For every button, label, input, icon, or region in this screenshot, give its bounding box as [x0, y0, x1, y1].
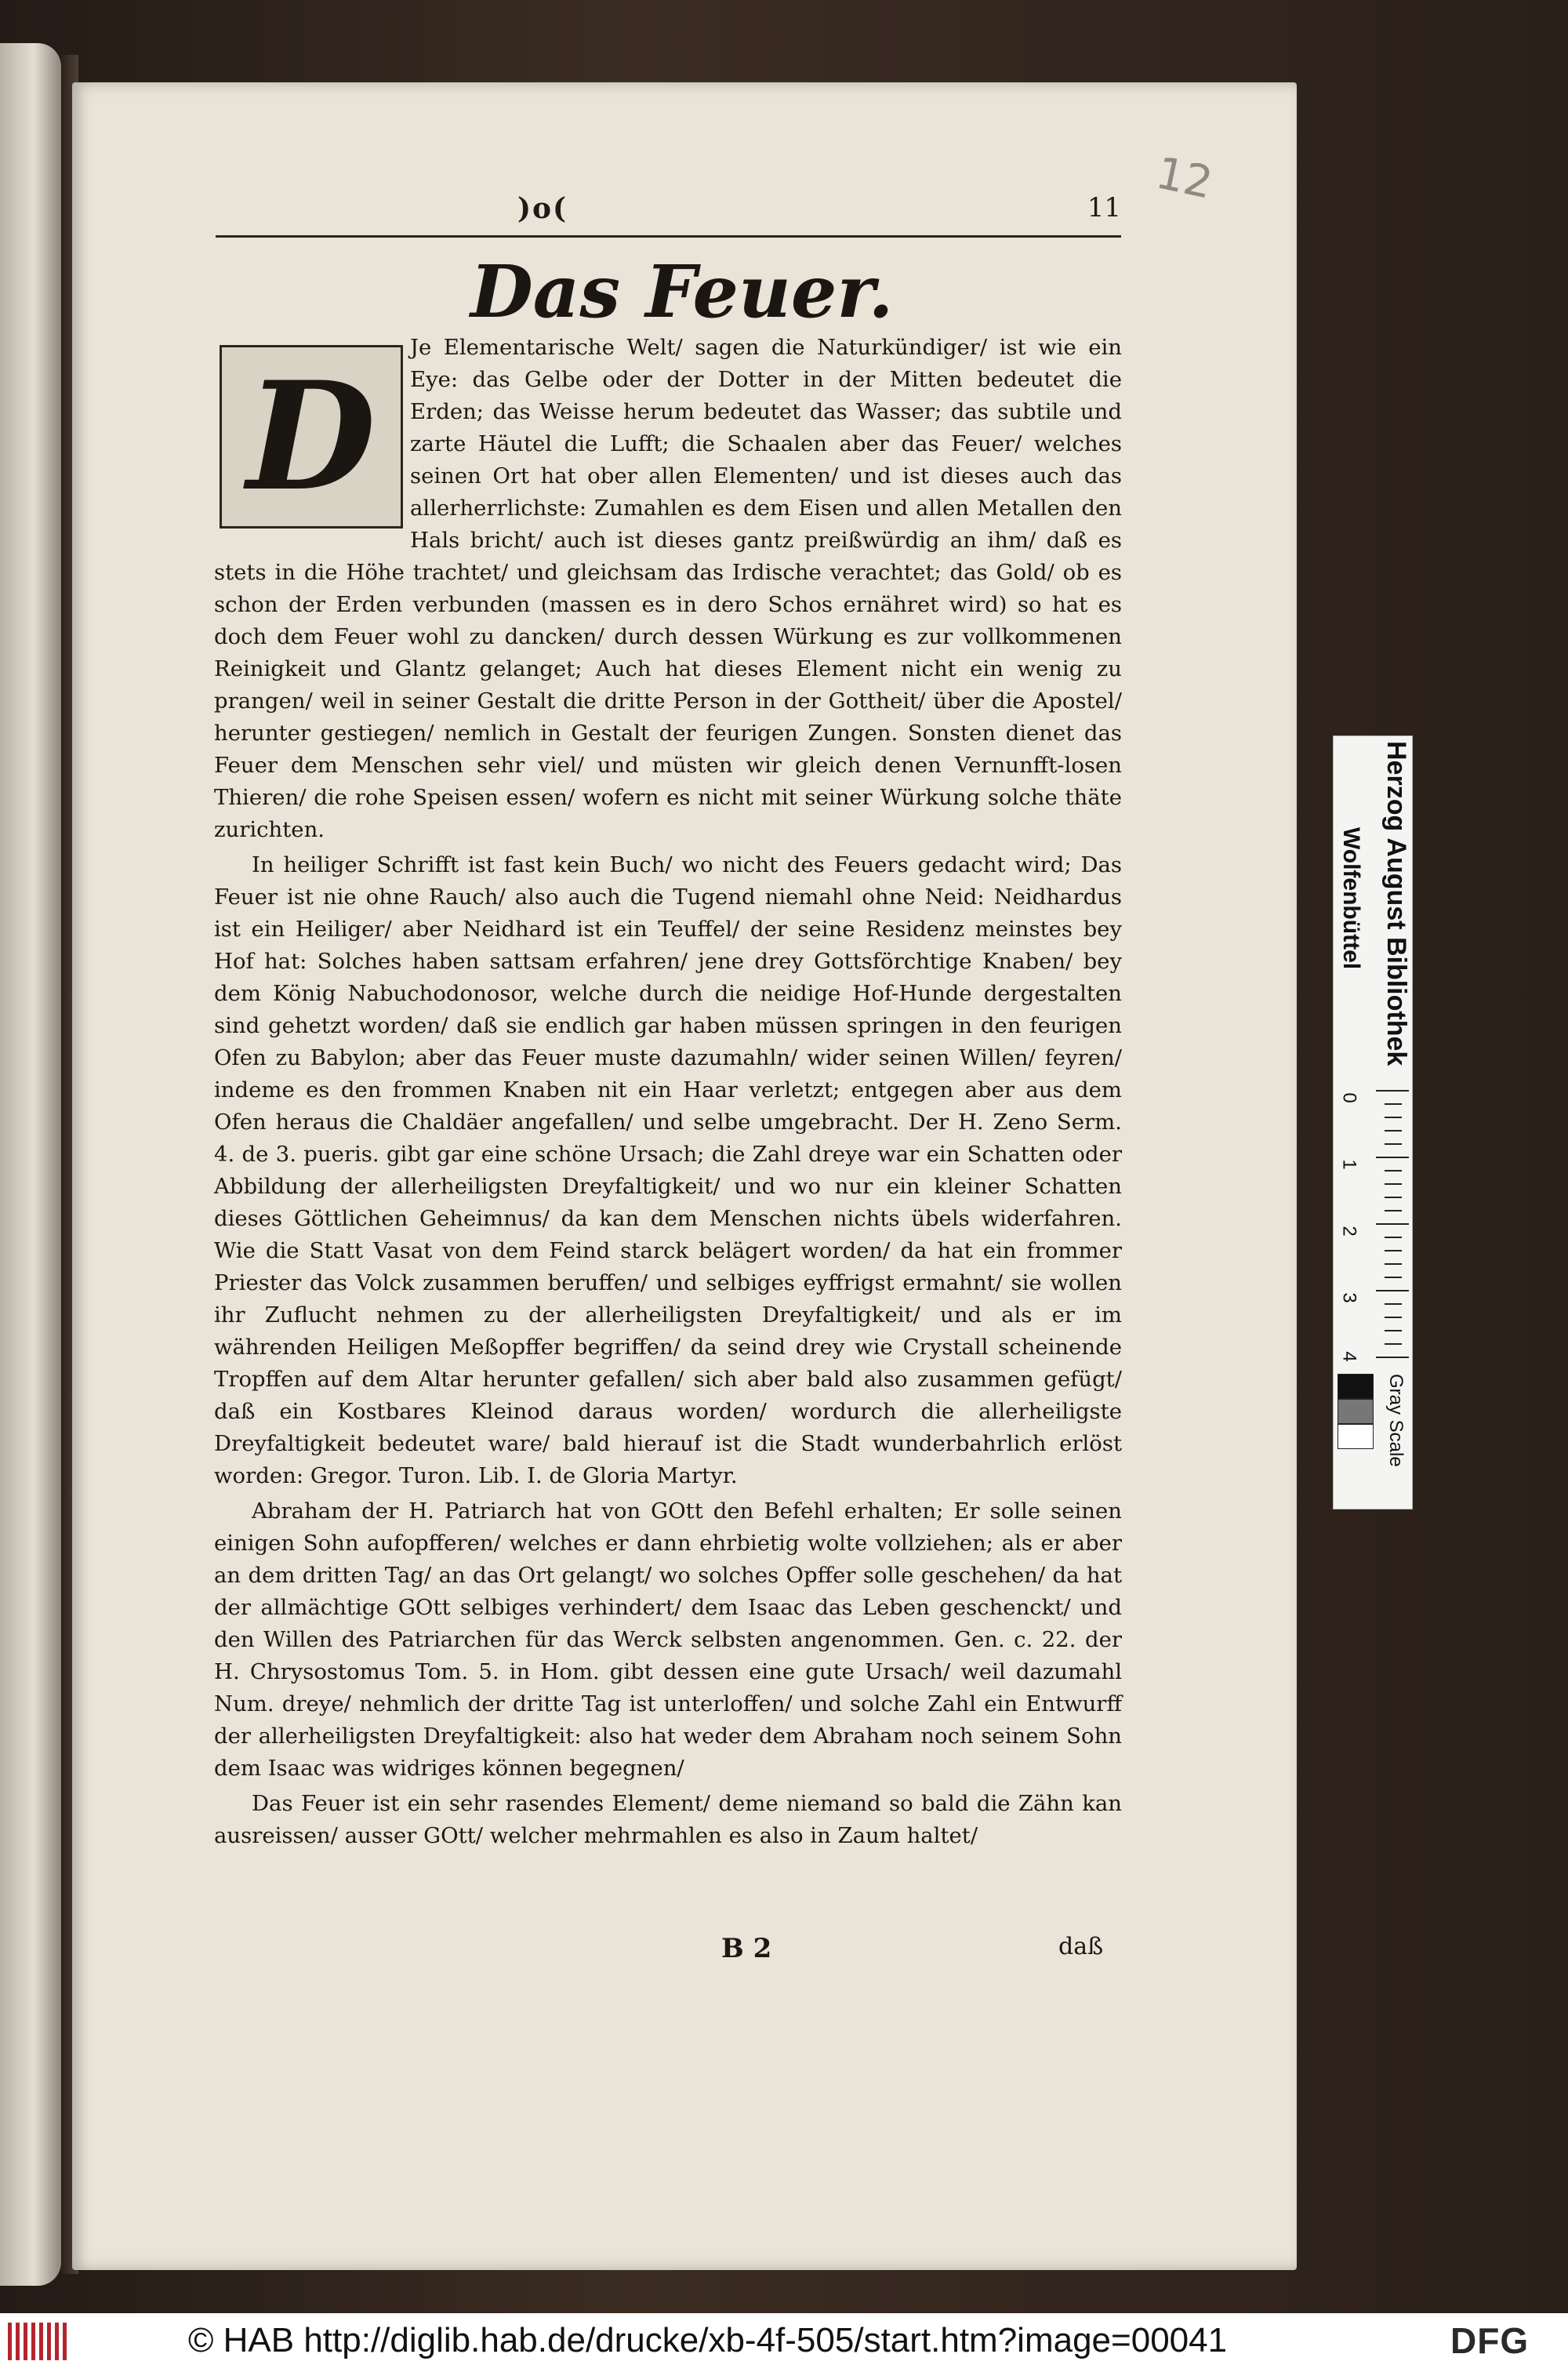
paragraph: Abraham der H. Patriarch hat von GOtt den Befehl erhalten; Er solle seinen einigen Sohn aufopfferen/ welches er dann ehrbietig wolte vollziehen; als er aber an dem dritten Tag/ an das Ort gelangt/ wo solches Opffer solle geschehen/ da hat der allmächtige GOtt selbiges verhindert/ dem Isaac das Leben geschenckt/ und den Willen des Patriarchen für das Werck selbsten angenommen. Gen. c. 22. der H. Chrysostomus Tom. 5. in Hom. gibt dessen eine gute Ursach/ weil dazumahl Num. dreye/ nehmlich der dritte Tag ist unterloffen/ und solche Zahl ein Entwurff der allerheiligsten Dreyfaltigkeit: also hat weder dem Abraham noch seinem Sohn dem Isaac was widriges können begegnen/ — [214, 1498, 1122, 1781]
paragraph: Je Elementarische Welt/ sagen die Naturkündiger/ ist wie ein Eye: das Gelbe oder der Dotter in der Mitten bedeutet die Erden; das Weisse herum bedeutet das Wasser; das subtile und zarte Häutel die Lufft; die Schaalen aber das Feuer/ welches seinen Ort hat ober allen Elementen/ und ist dieses auch das allerherrlichste: Zumahlen es dem Eisen und allen Metallen den Hals bricht/ auch ist dieses gantz preißwürdig an ihm/ daß es stets in die Höhe trachtet/ und gleichsam das Irdische verachtet; das Gold/ ob es schon der Erden verbunden (massen es in dero Schos ernähret wird) so hat es doch dem Feuer wohl zu dancken/ durch dessen Würkung es zur vollkommenen Reinigkeit und Glantz gelanget; Auch hat dieses Element nicht ein wenig zu prangen/ weil in seiner Gestalt die dritte Person in der Gottheit/ über die Apostel/ herunter gestiegen/ nemlich in Gestalt der feurigen Zungen. Sonsten dienet das Feuer dem Menschen sehr viel/ und müsten wir gleich denen Vernunfft-losen Thieren/ die rohe Speisen essen/ wofern es nicht mit seiner Würkung solche thäte zurichten. — [214, 335, 1122, 842]
scale-number: 4 — [1338, 1351, 1360, 1362]
scale-tick — [1385, 1183, 1402, 1185]
body-text — [214, 332, 1122, 1852]
scale-tick — [1376, 1090, 1409, 1092]
dfg-logo: DFG — [1450, 2320, 1530, 2361]
institution-name: Herzog August Bibliothek — [1381, 741, 1411, 1066]
scale-tick — [1385, 1250, 1402, 1251]
scale-tick — [1385, 1303, 1402, 1305]
header-rule — [216, 235, 1121, 238]
scale-number: 0 — [1338, 1092, 1360, 1103]
scale-tick — [1385, 1197, 1402, 1198]
scale-tick — [1376, 1223, 1409, 1225]
initial-letter: D — [246, 349, 376, 524]
copyright-link[interactable]: © HAB http://diglib.hab.de/drucke/xb-4f-505/start.htm?image=00041 — [188, 2321, 1228, 2359]
scale-tick — [1376, 1357, 1409, 1358]
scale-tick — [1376, 1290, 1409, 1291]
institution-city: Wolfenbüttel — [1338, 827, 1364, 970]
scale-tick — [1385, 1330, 1402, 1331]
scale-tick — [1385, 1343, 1402, 1345]
gray-swatch-mid — [1338, 1399, 1374, 1424]
gray-scale-label: Gray Scale — [1385, 1374, 1406, 1467]
scale-tick — [1385, 1170, 1402, 1171]
folio-number: 11 — [1087, 192, 1121, 223]
chapter-title: Das Feuer. — [470, 249, 894, 334]
header-ornament: )o( — [517, 192, 568, 225]
scale-tick — [1385, 1237, 1402, 1238]
gray-swatch-white — [1338, 1424, 1374, 1449]
hab-logo-icon — [8, 2323, 71, 2360]
scale-tick — [1385, 1103, 1402, 1105]
paragraph: Das Feuer ist ein sehr rasendes Element/ deme niemand so bald die Zähn kan ausreissen/ ausser GOtt/ welcher mehrmahlen es also in Zaum haltet/ — [214, 1791, 1122, 1848]
scale-tick — [1385, 1117, 1402, 1118]
scale-tick — [1385, 1143, 1402, 1145]
footer-bar — [0, 2313, 1568, 2372]
scale-tick — [1376, 1157, 1409, 1158]
scale-tick — [1385, 1130, 1402, 1132]
scale-tick — [1385, 1263, 1402, 1265]
left-page-edge — [0, 43, 61, 2286]
scale-number: 1 — [1338, 1159, 1360, 1170]
initial-space — [214, 332, 410, 528]
signature-mark: B 2 — [721, 1933, 772, 1964]
measure-scale — [1333, 1090, 1411, 1364]
catchword: daß — [1058, 1933, 1104, 1960]
scale-number: 3 — [1338, 1292, 1360, 1303]
scale-number: 2 — [1338, 1226, 1360, 1237]
pencil-page-number: 12 — [1152, 147, 1218, 209]
scale-tick — [1385, 1317, 1402, 1318]
scale-tick — [1385, 1277, 1402, 1278]
running-header — [216, 192, 1121, 231]
gray-swatch-black — [1338, 1374, 1374, 1399]
paragraph: In heiliger Schrifft ist fast kein Buch/ wo nicht des Feuers gedacht wird; Das Feuer ist nie ohne Rauch/ also auch die Tugend niemahl ohne Neid: Neidhardus ist ein Heiliger/ aber Neidhard ist ein Teuffel/ der seine Residenz meinstes bey Hof hat: Solches haben sattsam erfahren/ jene drey Gottsförchtige Knaben/ bey dem König Nabuchodonosor, welche durch die neidige Hof-Hunde dergestalten sind gehetzt worden/ daß sie endlich gar haben müssen springen in den feurigen Ofen zu Babylon; aber das Feuer muste dazumahln/ wider seinen Willen/ feyren/ indeme es den frommen Knaben nit ein Haar verletzt; entgegen aber aus dem Ofen heraus die Chaldäer angefallen/ und selbe umgebracht. Der H. Zeno Serm. 4. de 3. pueris. gibt gar eine schöne Ursach; die Zahl dreye war ein Schatten oder Abbildung der allerheiligsten Dreyfaltigkeit/ und wo nur ein kleiner Schatten dieses Göttlichen Geheimnus/ da kan dem Menschen nichts übels widerfahren. Wie die Statt Vasat von dem Feind starck belägert worden/ da hat ein frommer Priester das Volck zusammen beruffen/ und selbiges eyffrigst ermahnt/ sie wollen ihr Zuflucht nehmen zu der allerheiligsten Dreyfaltigkeit/ und als er im währenden Heiligen Meßopffer begriffen/ da seind drey wie Crystall scheinende Tropffen auf dem Altar herunter gefallen/ sich aber bald also zusammen gefügt/ daß ein Kostbares Kleinod daraus worden/ wordurch die allerheiligste Dreyfaltigkeit bedeutet ware/ bald hierauf ist die Stadt wunderbahrlich erlöst worden: Gregor. Turon. Lib. I. de Gloria Martyr. — [214, 852, 1122, 1488]
scale-tick — [1385, 1210, 1402, 1211]
